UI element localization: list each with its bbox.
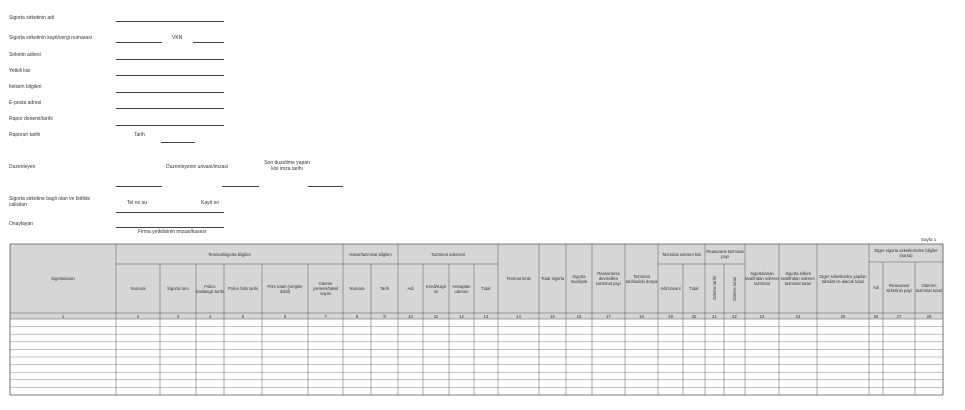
header-claim-col: Tarih <box>379 286 390 291</box>
header-other-insurer-col: Odenen tazminat tutari <box>915 282 943 293</box>
header-reinsurance-col: Odeme tarihi <box>712 276 717 301</box>
header-group-reinsurance: Reasurans tazminat payi <box>706 249 744 259</box>
column-number: 11 <box>433 313 439 319</box>
field-label-prepared-by: Duzenleyen <box>9 164 36 170</box>
field-label-address: Sirketin adresi <box>9 52 41 58</box>
column-number: 16 <box>576 313 582 319</box>
header-group-claim: Hasar/tazminat bilgileri <box>349 251 392 257</box>
header-other-insurer-col: Reasurans sirketinin payi <box>886 282 912 293</box>
field-label-date: Tarih <box>134 132 145 138</box>
column-number: 5 <box>241 313 245 319</box>
header-coverage-col: Police bitis tarihi <box>227 286 259 291</box>
column-number: 13 <box>483 313 489 319</box>
column-number: 25 <box>840 313 846 319</box>
field-label-reg-no: Kayit no <box>201 200 220 206</box>
header-collections: Diger sirketlerden yapilan tahsilat ve alacak tutari <box>819 273 867 284</box>
header-group-payment: Tazminat odemesi <box>431 251 465 257</box>
column-number: 20 <box>691 313 697 319</box>
column-number: 8 <box>355 313 359 319</box>
column-number: 12 <box>459 313 464 319</box>
field-label-company-name: Sigorta sirketinin adi <box>9 15 55 21</box>
field-label-affiliated: Sigorta sirketine bagli olan ve birlikte calisilan <box>9 196 91 208</box>
field-label-contact-info: Iletisim bilgileri <box>9 84 42 90</box>
header-payment-col: Adi <box>407 286 414 291</box>
header-coverage-col: Odeme yontemi/taksit sayisi <box>312 281 339 296</box>
column-number: 24 <box>795 313 801 319</box>
column-number: 15 <box>550 313 555 319</box>
header-group-other-insurers: Diger sigorta sirketlerinden bilgiler (varsa) <box>874 248 938 258</box>
column-number: 2 <box>136 313 140 319</box>
column-number: 7 <box>324 313 327 319</box>
field-label-report-date: Raporun tarihi <box>9 132 41 138</box>
column-number: 23 <box>759 313 765 319</box>
column-number: 9 <box>383 313 386 319</box>
field-note-signature: Firma yetkilisinin imzasi/kasesi <box>138 229 207 235</box>
header-payee-col: Tutar <box>689 286 699 291</box>
column-number: 18 <box>639 313 644 319</box>
header-claim-file: Tazminat tarihindeki dosya <box>625 273 658 284</box>
header-payment-col: Kredi/Kayit no <box>425 283 447 294</box>
header-coverage-col: Prim tutari (vergiler dahil) <box>267 283 303 294</box>
header-coverage-limit: Teminat limiti <box>506 276 531 281</box>
column-number: 28 <box>926 313 932 319</box>
header-other-insurer-col: Adi <box>872 285 880 290</box>
column-number: 6 <box>283 313 287 319</box>
column-number: 22 <box>732 313 737 319</box>
field-label-report-period: Rapor donemi/tarihi <box>9 116 53 122</box>
field-label-contact-person: Yetkili kisi <box>9 68 31 74</box>
header-reinsurance-col: Odeme tutari <box>732 276 737 301</box>
field-label-tax-number: Sigorta sirketinin kayit/vergi numarasi <box>9 35 92 41</box>
header-claim-col: Numara <box>349 286 365 291</box>
header-coverage-col: Police baslangic tarihi <box>196 283 224 294</box>
column-number: 19 <box>668 313 673 319</box>
column-number: 14 <box>516 313 521 319</box>
header-amount-col: Tutar sigorta <box>540 276 565 281</box>
header-reinsurance-share: Reasuransa devredilen tazminat payi <box>596 271 621 286</box>
column-number: 4 <box>208 313 212 319</box>
header-group-coverage: Teminat/sigorta bilgileri <box>208 251 251 257</box>
column-number: 17 <box>606 313 611 319</box>
field-label-last-corrected: Son duzeltme yapan kisi imza tarihi <box>264 160 310 172</box>
header-payment-col: Tutar <box>481 286 491 291</box>
column-number: 3 <box>176 313 180 319</box>
header-insurer-paid: Sigorta sirketi tarafindan odenen tazminat tutari <box>781 271 815 286</box>
column-number: 21 <box>712 313 717 319</box>
column-number: 26 <box>873 313 879 319</box>
header-insured-paid: Sigortalanan tarafindan odenen tazminat <box>745 271 779 286</box>
field-label-approved-by: Onaylayan <box>9 221 33 227</box>
header-insured: Sigortalanan <box>51 276 75 281</box>
column-number: 1 <box>61 313 65 319</box>
field-label-phone: Tel no.su <box>127 200 148 206</box>
header-coverage-col: Numara <box>130 286 146 291</box>
column-number: 27 <box>896 313 902 319</box>
header-payment-col: Hesaptan odenen <box>452 283 471 294</box>
header-group-payee: Tazminat odenen kisi <box>661 251 702 257</box>
header-coverage-col: Sigorta turu <box>167 286 189 291</box>
field-label-preparer-title: Duzenleyenin unvani/imzasi <box>166 164 228 170</box>
column-number: 10 <box>408 313 413 319</box>
header-amount-col: Sigorta muafiyeti <box>570 273 588 284</box>
page-label: Sayfa 1 <box>921 237 937 242</box>
field-label-vkn: VKN <box>172 35 183 41</box>
header-payee-col: Adi/Unvani <box>660 286 681 291</box>
field-label-email: E-posta adresi <box>9 100 42 106</box>
